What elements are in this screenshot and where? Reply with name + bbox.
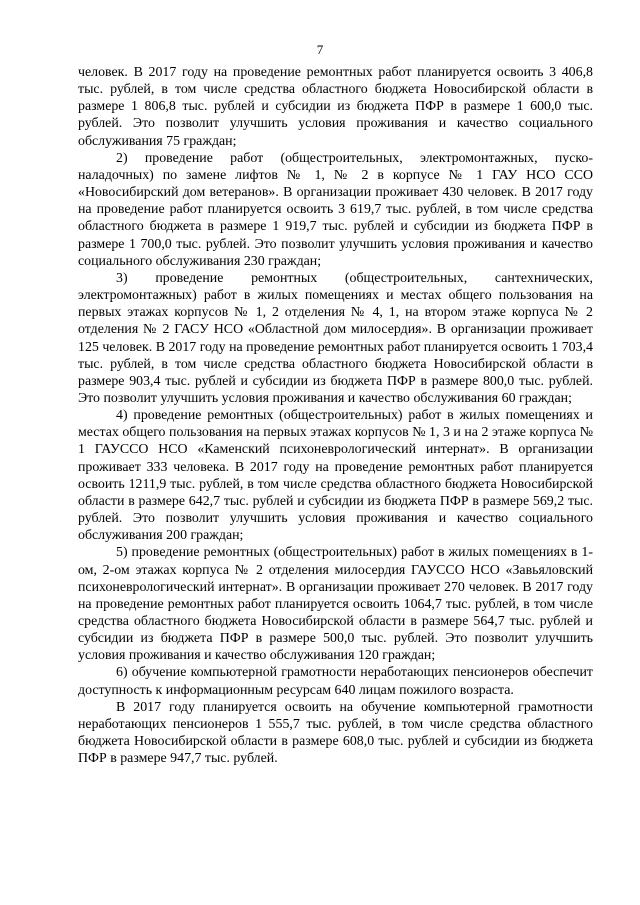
document-body bbox=[78, 64, 593, 767]
paragraph-item-5-zavyalovsky-internat: 5) проведение ремонтных (общестроительных) работ в жилых помещениях в 1-ом, 2-ом этажах корпуса № 2 отделения милосердия ГАУССО НСО «Завьяловский психоневрологический интернат». В организации проживает 270 человек. В 2017 году на проведение ремонтных работ планируется освоить 1064,7 тыс. рублей, в том числе средства областного бюджета Новосибирской области в размере 564,7 тыс. рублей и субсидии из бюджета ПФР в размере 500,0 тыс. рублей. Это позволит улучшить условия проживания и качество обслуживания 120 граждан; bbox=[78, 545, 593, 664]
paragraph-computer-literacy-funding: В 2017 году планируется освоить на обучение компьютерной грамотности неработающих пенсионеров 1 555,7 тыс. рублей, в том числе средства областного бюджета Новосибирской области в размере 608,0 тыс. рублей и субсидии из бюджета ПФР в размере 947,7 тыс. рублей. bbox=[78, 699, 593, 767]
paragraph-item-4-kamensky-internat: 4) проведение ремонтных (общестроительных) работ в жилых помещениях и местах общего пользования на первых этажах корпусов № 1, 3 и на 2 этаже корпуса № 1 ГАУССО НСО «Каменский психоневрологический интернат». В организации проживает 333 человека. В 2017 году на проведение ремонтных работ планируется освоить 1211,9 тыс. рублей, в том числе средства областного бюджета Новосибирской области в размере 642,7 тыс. рублей и субсидии из бюджета ПФР в размере 569,2 тыс. рублей. Это позволит улучшить условия проживания и качество социального обслуживания 200 граждан; bbox=[78, 408, 593, 544]
paragraph-item-3-mercy-house: 3) проведение ремонтных (общестроительных, сантехнических, электромонтажных) работ в жилых помещениях и местах общего пользования на первых этажах корпусов № 1, 2 отделения № 4, 1, на втором этаже корпуса № 2 отделения № 2 ГАСУ НСО «Областной дом милосердия». В организации проживает 125 человек. В 2017 году на проведение ремонтных работ планируется освоить 1 703,4 тыс. рублей, в том числе средства областного бюджета Новосибирской области в размере 903,4 тыс. рублей и субсидии из бюджета ПФР в размере 800,0 тыс. рублей. Это позволит улучшить условия проживания и качество обслуживания 60 граждан; bbox=[78, 270, 593, 406]
page-number: 7 bbox=[316, 42, 324, 57]
paragraph-continuation: человек. В 2017 году на проведение ремонтных работ планируется освоить 3 406,8 тыс. рублей, в том числе средства областного бюджета Новосибирской области в размере 1 806,8 тыс. рублей и субсидии из бюджета ПФР в размере 1 600,0 тыс. рублей. Это позволит улучшить условия проживания и качество социального обслуживания 75 граждан; bbox=[78, 65, 593, 149]
paragraph-item-6-computer-literacy: 6) обучение компьютерной грамотности неработающих пенсионеров обеспечит доступность к информационным ресурсам 640 лицам пожилого возраста. bbox=[78, 665, 593, 698]
paragraph-item-2-elevators: 2) проведение работ (общестроительных, электромонтажных, пуско-наладочных) по замене лифтов № 1, № 2 в корпусе № 1 ГАУ НСО ССО «Новосибирский дом ветеранов». В организации проживает 430 человек. В 2017 году на проведение работ планируется освоить 3 619,7 тыс. рублей, в том числе средства областного бюджета в размере 1 919,7 тыс. рублей и субсидии из бюджета ПФР в размере 1 700,0 тыс. рублей. Это позволит улучшить условия проживания и качество социального обслуживания 230 граждан; bbox=[78, 150, 593, 269]
